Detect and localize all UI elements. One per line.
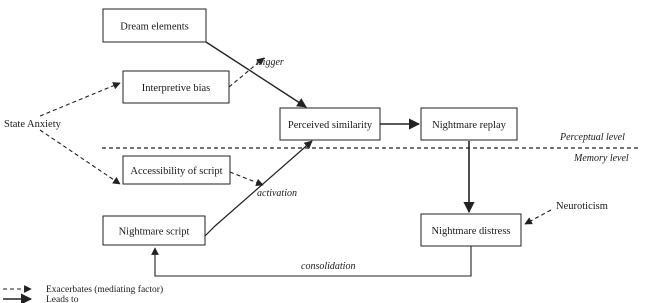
legend <box>3 284 163 303</box>
svg-text:Accessibility of script: Accessibility of script <box>130 166 223 177</box>
nightmare-script-node <box>103 216 205 245</box>
trigger-label: trigger <box>256 57 284 68</box>
activation-label: activation <box>257 188 297 199</box>
legend-dashed-label: Exacerbates (mediating factor) <box>46 285 164 295</box>
accessibility-to-activation-arrow <box>230 172 263 185</box>
anxiety-to-accessibility-arrow <box>40 130 120 184</box>
svg-text:Nightmare script: Nightmare script <box>118 226 190 238</box>
neuroticism-to-distress-arrow <box>525 210 551 224</box>
dream-elements-node <box>103 9 206 42</box>
nightmare-replay-node <box>421 108 517 140</box>
perceptual-level-label: Perceptual level <box>560 132 625 143</box>
nightmare-distress-node <box>421 214 521 246</box>
interpretive-bias-node <box>123 71 229 103</box>
svg-text:Nightmare replay: Nightmare replay <box>432 120 506 131</box>
perceived-similarity-node <box>280 108 380 140</box>
bias-to-trigger-arrow <box>229 58 264 87</box>
accessibility-of-script-node <box>123 156 230 184</box>
svg-text:Interpretive bias: Interpretive bias <box>141 83 211 94</box>
neuroticism-label: Neuroticism <box>556 201 608 212</box>
svg-text:Nightmare distress: Nightmare distress <box>431 226 511 237</box>
legend-solid-label: Leads to <box>46 295 79 303</box>
svg-text:Dream elements: Dream elements <box>120 21 189 33</box>
state-anxiety-label: State Anxiety <box>4 119 61 130</box>
memory-level-label: Memory level <box>574 153 629 164</box>
svg-text:Perceived similarity: Perceived similarity <box>287 120 373 131</box>
anxiety-to-bias-arrow <box>40 83 120 116</box>
consolidation-label: consolidation <box>301 261 356 272</box>
